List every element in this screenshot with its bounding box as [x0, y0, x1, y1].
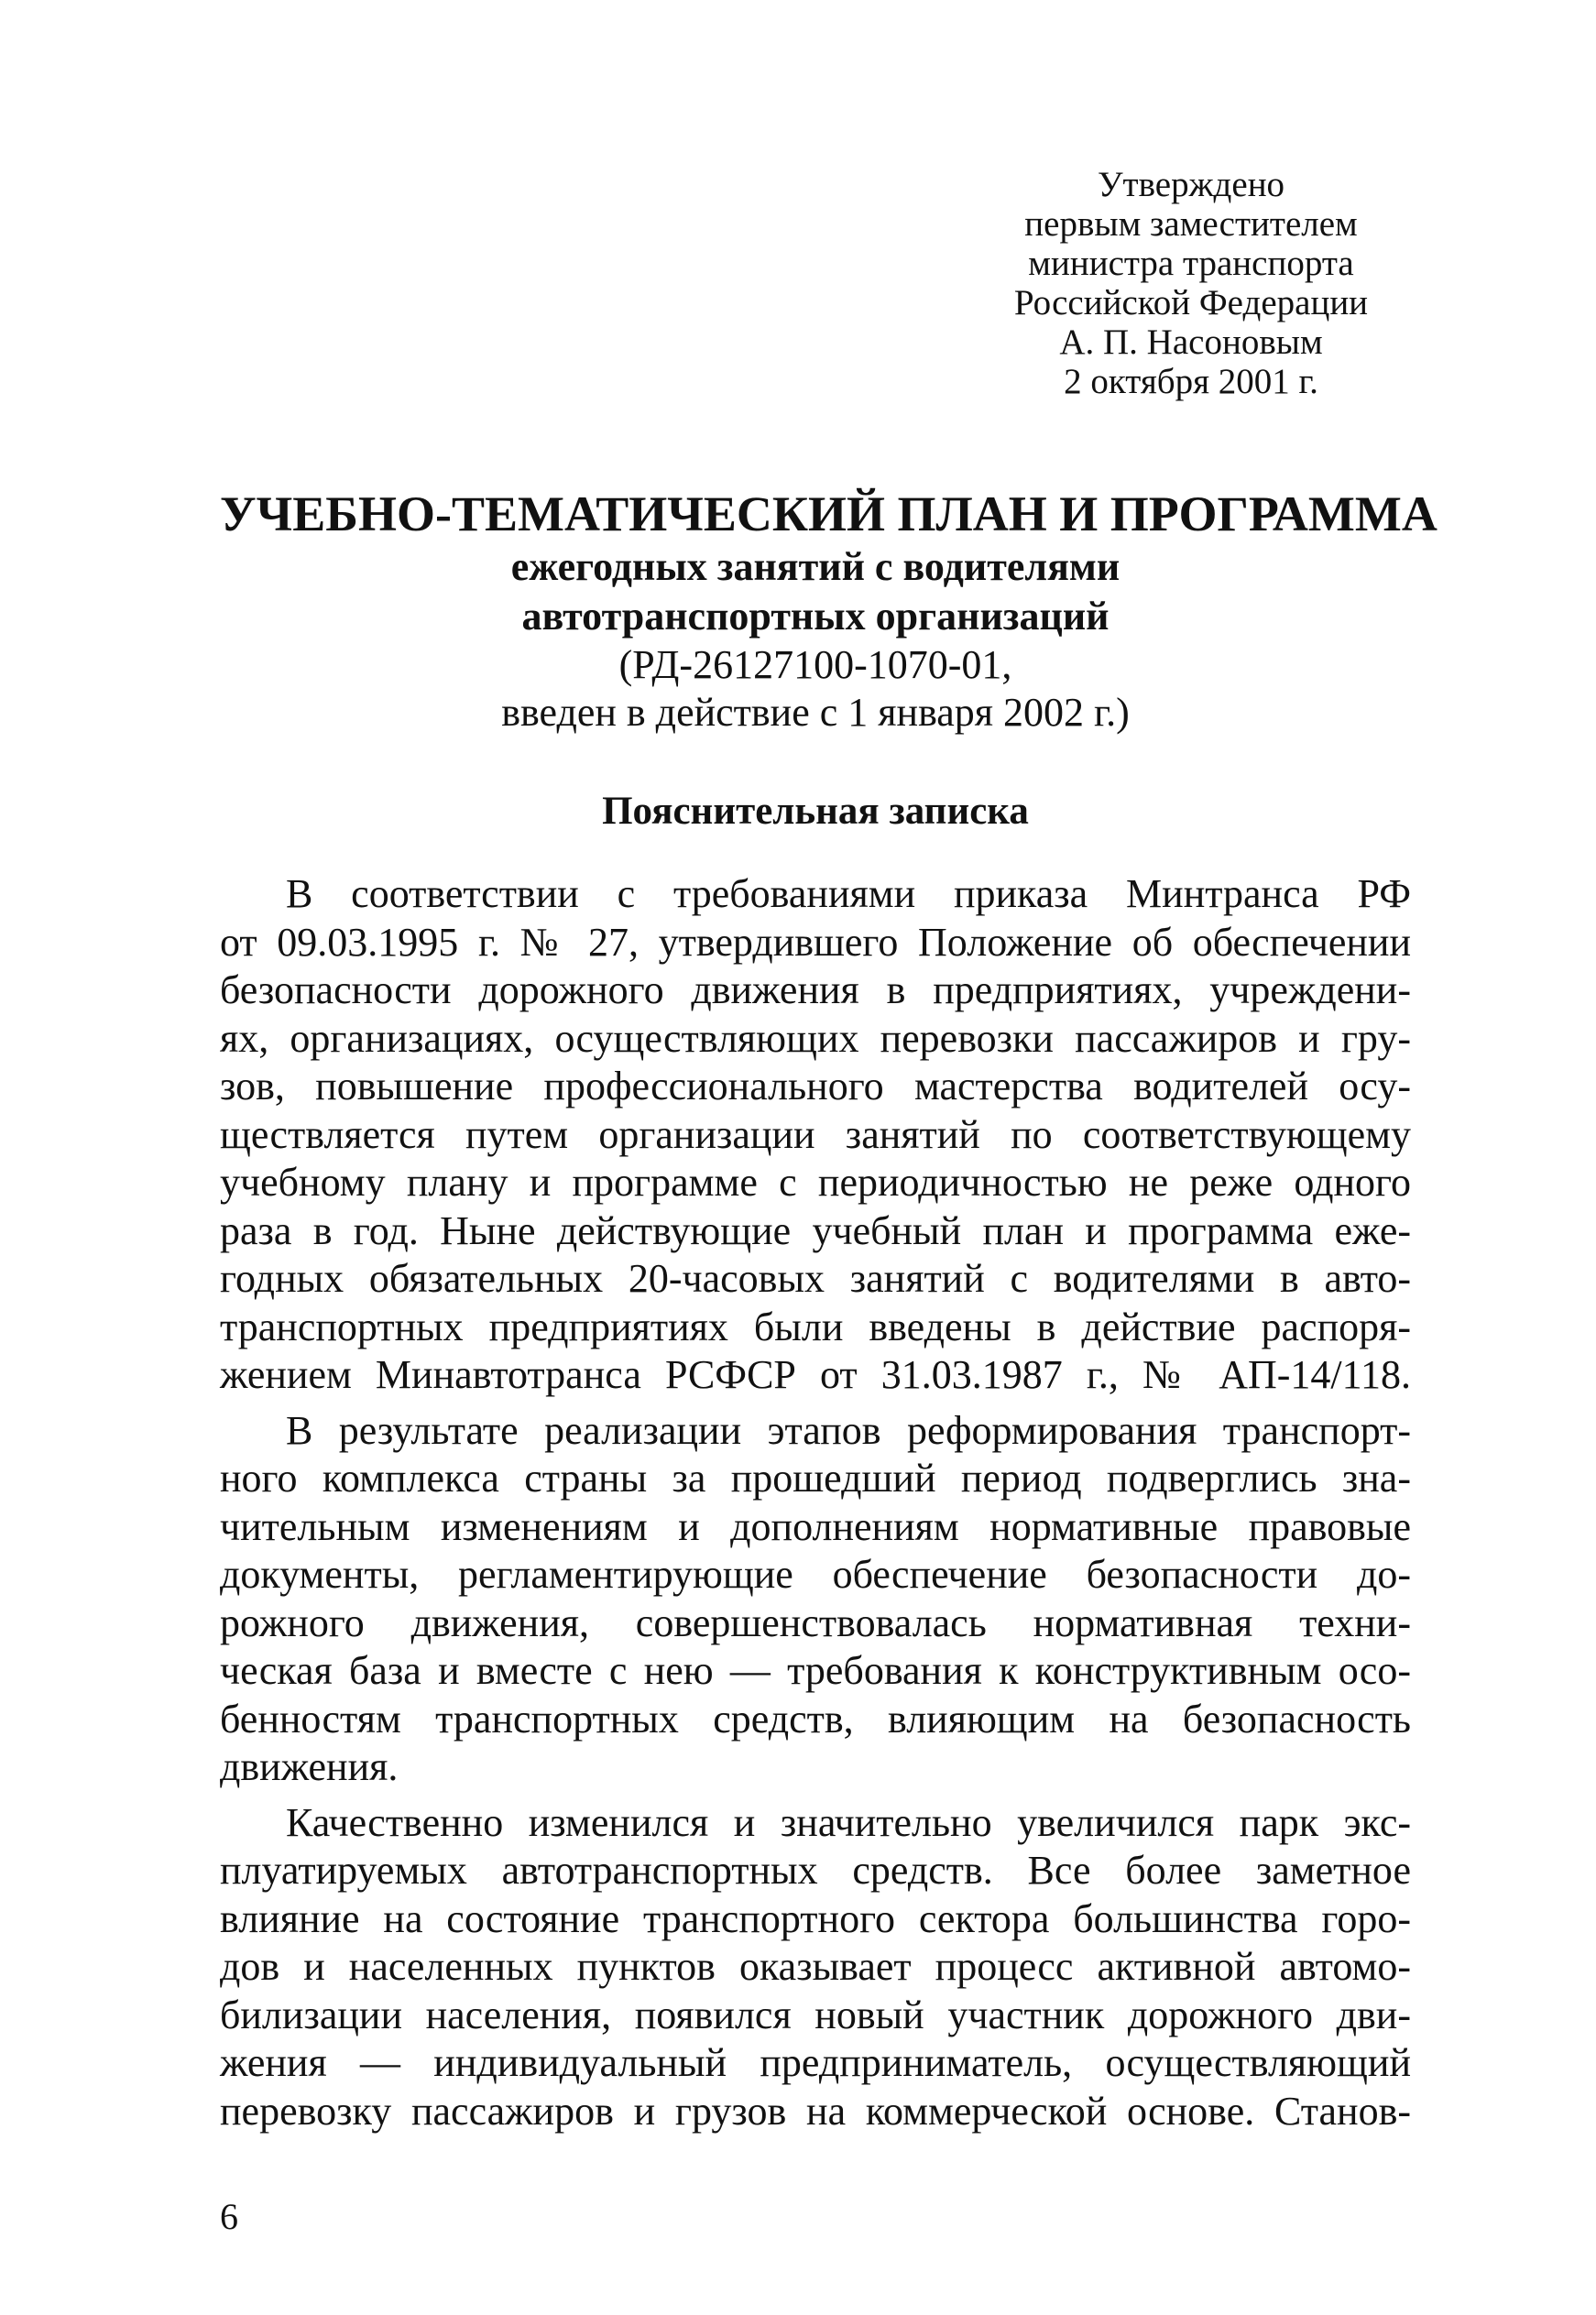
text-line: плуатируемых автотранспортных средств. Все более заметное — [220, 1848, 1411, 1893]
text-line: В результате реализации этапов реформирования транспорт- — [286, 1407, 1411, 1453]
document-subtitle-line-1: ежегодных занятий с водителями — [510, 544, 1120, 589]
document-effective-date: введен в действие с 1 января 2002 г.) — [501, 690, 1130, 735]
text-line: безопасности дорожного движения в предприятиях, учреждени- — [220, 967, 1411, 1012]
approval-line: министра транспорта — [1028, 244, 1354, 283]
text-line: от 09.03.1995 г. № 27, утвердившего Положение об обеспечении — [220, 919, 1411, 965]
text-line: перевозку пассажиров и грузов на коммерческой основе. Станов- — [220, 2088, 1411, 2134]
paragraph — [220, 1407, 1411, 1792]
page-number: 6 — [220, 2196, 238, 2237]
body-text — [220, 870, 1411, 2135]
text-line: ческая база и вместе с нею — требования к конструктивным осо- — [220, 1648, 1411, 1693]
document-title: УЧЕБНО-ТЕМАТИЧЕСКИЙ ПЛАН И ПРОГРАММА — [220, 486, 1437, 541]
paragraph — [220, 870, 1411, 1400]
text-line: раза в год. Ныне действующие учебный план и программа еже- — [220, 1207, 1411, 1253]
text-line: ях, организациях, осуществляющих перевозки пассажиров и гру- — [220, 1015, 1411, 1061]
text-line: бенностям транспортных средств, влияющим на безопасность — [220, 1696, 1411, 1742]
approval-line: 2 октября 2001 г. — [1064, 362, 1318, 401]
document-subtitle-line-2: автотранспортных организаций — [521, 594, 1110, 639]
text-line: чительным изменениям и дополнениям нормативные правовые — [220, 1503, 1411, 1549]
text-line: зов, повышение профессионального мастерства водителей осу- — [220, 1064, 1411, 1108]
text-line: учебному плану и программе с периодичностью не реже одного — [220, 1160, 1411, 1205]
paragraph — [220, 1799, 1411, 2136]
text-line: ного комплекса страны за прошедший период подверглись зна- — [220, 1456, 1411, 1501]
section-heading: Пояснительная записка — [602, 790, 1029, 833]
approval-line: Российской Федерации — [1013, 283, 1369, 322]
text-line: движения. — [220, 1744, 399, 1789]
text-line: влияние на состояние транспортного сектора большинства горо- — [220, 1895, 1411, 1941]
text-line: Качественно изменился и значительно увеличился парк экс- — [286, 1799, 1411, 1845]
approval-line: Утверждено — [1097, 165, 1285, 204]
text-line: В соответствии с требованиями приказа Минтранса РФ — [286, 871, 1411, 916]
approval-block — [971, 165, 1411, 401]
text-line: годных обязательных 20-часовых занятий с водителями в авто- — [220, 1256, 1411, 1301]
text-line: жением Минавтотранса РСФСР от 31.03.1987 г., № АП-14/118. — [220, 1352, 1411, 1397]
text-line: документы, регламентирующие обеспечение безопасности до- — [220, 1552, 1411, 1597]
text-line: билизации населения, появился новый участник дорожного дви- — [220, 1992, 1411, 2037]
approval-line: А. П. Насоновым — [1059, 322, 1323, 362]
text-line: ществляется путем организации занятий по соответствующему — [220, 1111, 1411, 1157]
document-title-block — [220, 486, 1437, 737]
text-line: транспортных предприятиях были введены в действие распоря- — [220, 1304, 1411, 1349]
text-line: дов и населенных пунктов оказывает процесс активной автомо- — [220, 1944, 1411, 1989]
approval-line: первым заместителем — [1024, 204, 1358, 244]
document-code: (РД-26127100-1070-01, — [618, 642, 1012, 687]
text-line: рожного движения, совершенствовалась нормативная техни- — [220, 1600, 1411, 1645]
text-line: жения — индивидуальный предприниматель, осуществляющий — [220, 2040, 1411, 2085]
